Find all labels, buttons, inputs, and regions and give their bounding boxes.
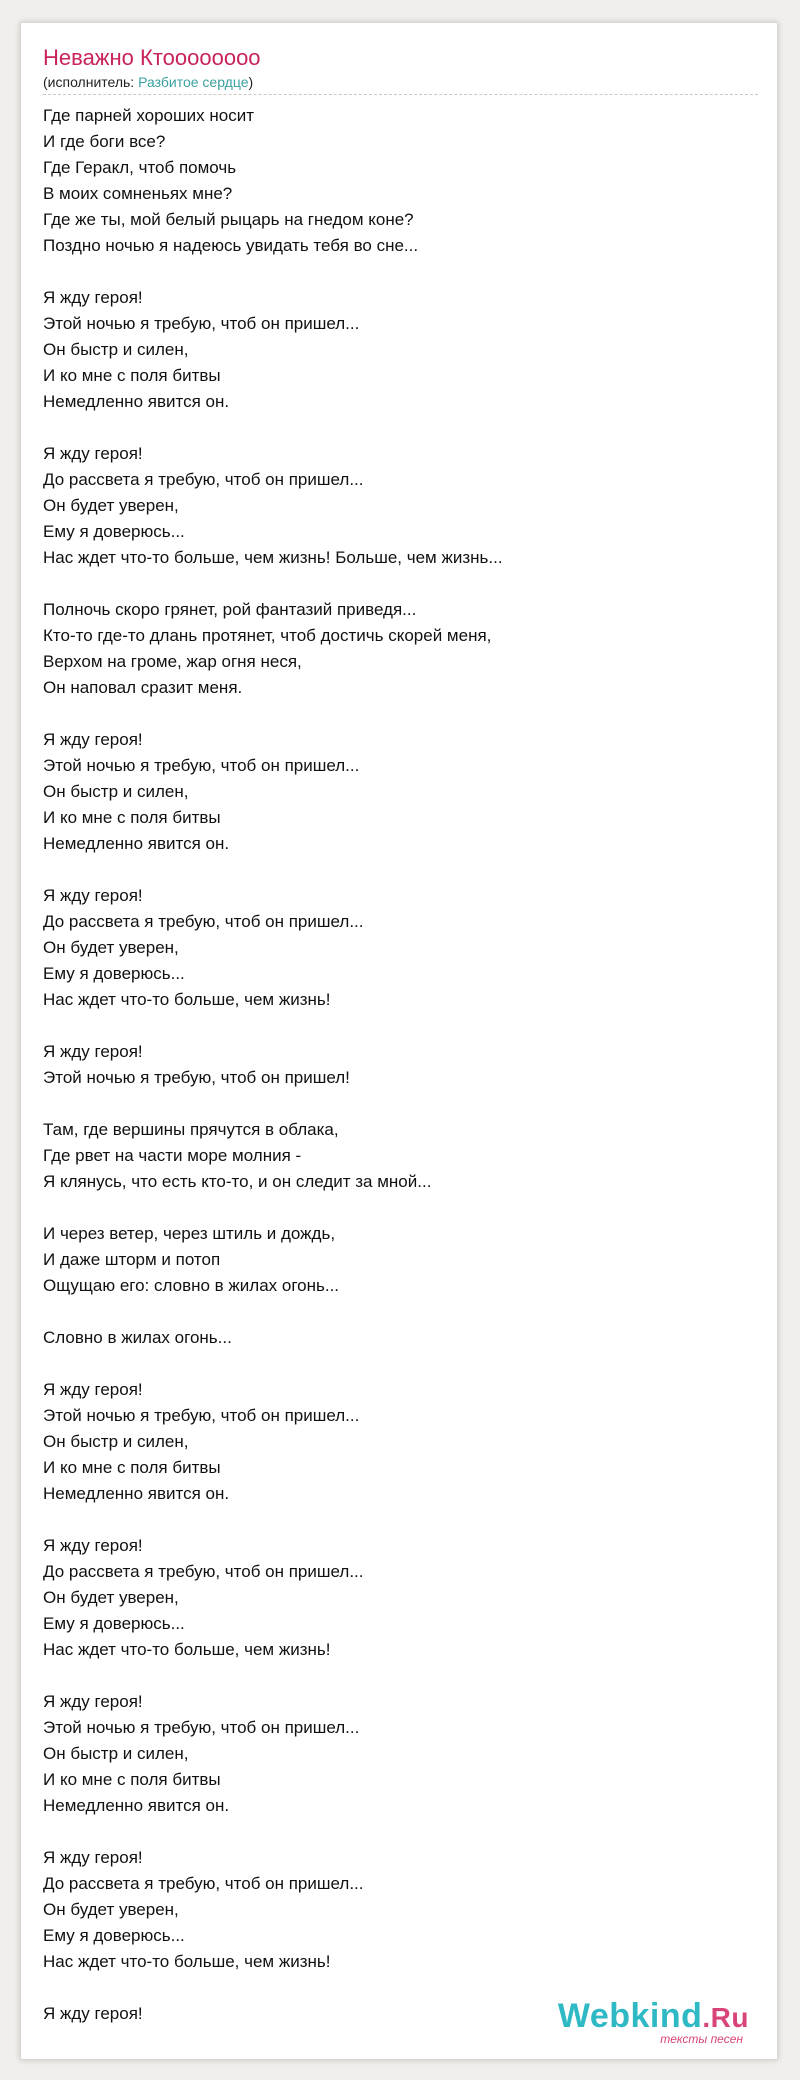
lyrics-stanza	[43, 1117, 758, 1195]
lyrics-line: Немедленно явится он.	[43, 392, 230, 411]
lyrics-line: Ему я доверюсь...	[43, 1926, 185, 1945]
logo-tagline: тексты песен	[660, 2032, 743, 2046]
lyrics-line: Там, где вершины прячутся в облака,	[43, 1120, 339, 1139]
lyrics-line: Где же ты, мой белый рыцарь на гнедом коне?	[43, 210, 414, 229]
logo-wordmark	[558, 1998, 749, 2036]
lyrics-line: Я жду героя!	[43, 886, 143, 905]
lyrics-stanza	[43, 1221, 758, 1299]
lyrics-line: Немедленно явится он.	[43, 834, 230, 853]
lyrics-line: Этой ночью я требую, чтоб он пришел...	[43, 1718, 360, 1737]
lyrics-line: Он быстр и силен,	[43, 782, 189, 801]
lyrics-stanza	[43, 285, 758, 415]
lyrics-line: Я жду героя!	[43, 288, 143, 307]
lyrics-stanza	[43, 1689, 758, 1819]
lyrics-line: Нас ждет что-то больше, чем жизнь!	[43, 990, 331, 1009]
lyrics-line: Этой ночью я требую, чтоб он пришел...	[43, 756, 360, 775]
lyrics-line: Полночь скоро грянет, рой фантазий приведя...	[43, 600, 417, 619]
logo-tld: .Ru	[702, 2002, 749, 2033]
lyrics-line: Поздно ночью я надеюсь увидать тебя во сне...	[43, 236, 419, 255]
lyrics-line: Он наповал сразит меня.	[43, 678, 243, 697]
lyrics-line: Верхом на громе, жар огня неся,	[43, 652, 302, 671]
lyrics-line: До рассвета я требую, чтоб он пришел...	[43, 1562, 364, 1581]
lyrics-line: Где парней хороших носит	[43, 106, 254, 125]
lyrics-line: Немедленно явится он.	[43, 1796, 230, 1815]
lyrics-line: И ко мне с поля битвы	[43, 1770, 221, 1789]
lyrics-line: Он будет уверен,	[43, 1900, 179, 1919]
lyrics-line: Ощущаю его: словно в жилах огонь...	[43, 1276, 340, 1295]
lyrics-line: Я жду героя!	[43, 2004, 143, 2023]
lyrics-line: И через ветер, через штиль и дождь,	[43, 1224, 336, 1243]
site-logo[interactable]	[558, 1998, 749, 2045]
lyrics-card	[20, 22, 778, 2060]
lyrics-line: Ему я доверюсь...	[43, 522, 185, 541]
lyrics-line: Кто-то где-то длань протянет, чтоб достичь скорей меня,	[43, 626, 492, 645]
lyrics-line: Он быстр и силен,	[43, 340, 189, 359]
title-divider	[43, 94, 758, 95]
lyrics-line: Он будет уверен,	[43, 938, 179, 957]
lyrics-line: До рассвета я требую, чтоб он пришел...	[43, 912, 364, 931]
lyrics-stanza	[43, 1039, 758, 1091]
lyrics-line: Он быстр и силен,	[43, 1744, 189, 1763]
lyrics-line: Он быстр и силен,	[43, 1432, 189, 1451]
logo-name: Webkind	[557, 1997, 703, 2035]
lyrics-stanza	[43, 1377, 758, 1507]
lyrics-stanza	[43, 103, 758, 259]
lyrics-line: Нас ждет что-то больше, чем жизнь! Больше, чем жизнь...	[43, 548, 503, 567]
lyrics-line: Он будет уверен,	[43, 496, 179, 515]
lyrics-line: Я клянусь, что есть кто-то, и он следит за мной...	[43, 1172, 432, 1191]
lyrics-line: Я жду героя!	[43, 1380, 143, 1399]
lyrics-line: Я жду героя!	[43, 730, 143, 749]
lyrics-line: И ко мне с поля битвы	[43, 366, 221, 385]
lyrics-line: И ко мне с поля битвы	[43, 808, 221, 827]
lyrics-stanza	[43, 883, 758, 1013]
lyrics-line: Я жду героя!	[43, 1692, 143, 1711]
lyrics-line: Где рвет на части море молния -	[43, 1146, 302, 1165]
artist-prefix: (исполнитель:	[43, 74, 139, 90]
artist-suffix: )	[248, 74, 254, 90]
artist-link[interactable]: Разбитое сердце	[138, 74, 249, 90]
lyrics-line: Этой ночью я требую, чтоб он пришел!	[43, 1068, 350, 1087]
lyrics-line: В моих сомненьях мне?	[43, 184, 233, 203]
lyrics-line: Нас ждет что-то больше, чем жизнь!	[43, 1952, 331, 1971]
lyrics-line: И где боги все?	[43, 132, 166, 151]
lyrics-stanza	[43, 1325, 758, 1351]
lyrics-line: Ему я доверюсь...	[43, 964, 185, 983]
lyrics-body	[43, 103, 758, 2053]
lyrics-stanza	[43, 727, 758, 857]
artist-line	[43, 73, 253, 91]
lyrics-line: Где Геракл, чтоб помочь	[43, 158, 237, 177]
lyrics-line: И даже шторм и потоп	[43, 1250, 221, 1269]
lyrics-line: И ко мне с поля битвы	[43, 1458, 221, 1477]
lyrics-stanza	[43, 1533, 758, 1663]
lyrics-line: Этой ночью я требую, чтоб он пришел...	[43, 314, 360, 333]
lyrics-stanza	[43, 597, 758, 701]
lyrics-line: Он будет уверен,	[43, 1588, 179, 1607]
lyrics-stanza	[43, 1845, 758, 1975]
lyrics-line: Словно в жилах огонь...	[43, 1328, 232, 1347]
lyrics-line: Нас ждет что-то больше, чем жизнь!	[43, 1640, 331, 1659]
lyrics-line: Этой ночью я требую, чтоб он пришел...	[43, 1406, 360, 1425]
song-title: Неважно Ктоооооооо	[43, 45, 261, 70]
lyrics-line: Я жду героя!	[43, 1848, 143, 1867]
lyrics-stanza	[43, 441, 758, 571]
lyrics-line: До рассвета я требую, чтоб он пришел...	[43, 1874, 364, 1893]
lyrics-line: Я жду героя!	[43, 1042, 143, 1061]
lyrics-line: Немедленно явится он.	[43, 1484, 230, 1503]
lyrics-line: Ему я доверюсь...	[43, 1614, 185, 1633]
lyrics-line: Я жду героя!	[43, 444, 143, 463]
lyrics-line: До рассвета я требую, чтоб он пришел...	[43, 470, 364, 489]
lyrics-line: Я жду героя!	[43, 1536, 143, 1555]
